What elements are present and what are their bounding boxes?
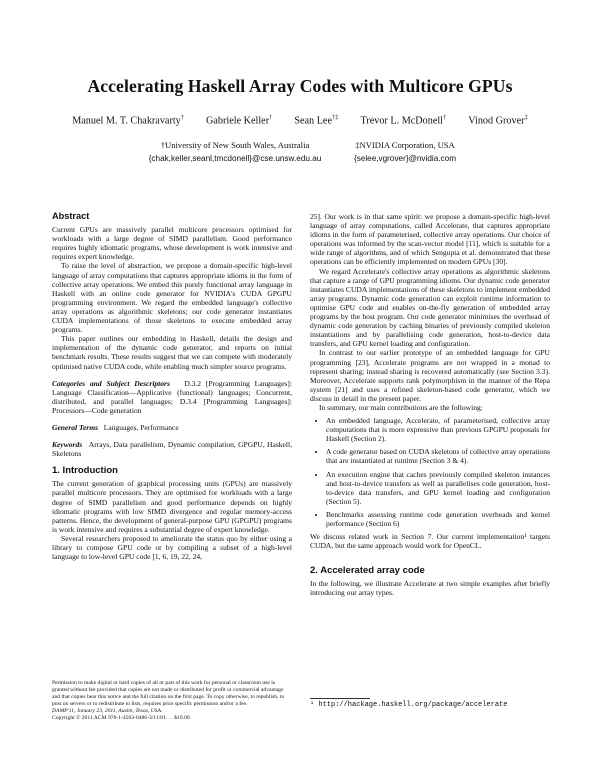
list-item: • Benchmarks assessing runtime code generation overheads and kernel performance (Section 6) bbox=[326, 510, 550, 528]
abstract-paragraph: To raise the level of abstraction, we propose a domain-specific high-level language of array computations that captures appropriate idioms in the form of collective array operations. We embed this purely functional array language in Haskell with an online code generator for NVIDIA's CUDA GPGPU programming environment. We regard the embedded language's collective array operations as algorithmic skeletons; our code generator instantiates CUDA implementations of those skeletons to execute embedded array programs. bbox=[52, 261, 292, 335]
abstract-paragraph: Current GPUs are massively parallel multicore processors optimised for workloads with a large degree of SIMD parallelism. Good performance requires highly idiomatic programs, whose development is work intensive and requires expert knowledge. bbox=[52, 225, 292, 262]
intro-paragraph: The current generation of graphical processing units (GPUs) are massively parallel multicore processors. They are optimised for workloads with a large degree of SIMD parallelism and good performance depends on highly idiomatic programs with low SIMD divergence and regular memory-access patterns. Hence, the development of general-purpose GPU (GPGPU) programs is work intensive and requires a substantial degree of expert knowledge. bbox=[52, 479, 292, 534]
footnote-rule bbox=[310, 698, 370, 699]
left-column bbox=[52, 212, 292, 561]
footnote-link[interactable]: ¹ http://hackage.haskell.org/package/accelerate bbox=[310, 701, 508, 709]
categories: Categories and Subject Descriptors D.3.2 [Programming Languages]: Language Classification—Applicative (functional) languages; Concurrent, distributed, and parallel languages; D.3.4 [Programming Languages]: Processors—Code generation bbox=[52, 378, 292, 415]
intro-paragraph: Several researchers proposed to ameliorate the status quo by either using a library to compose GPU code or by compiling a subset of a high-level language to low-level GPU code [1, 6, 19, 22, 24, bbox=[52, 533, 292, 562]
author: Gabriele Keller† bbox=[206, 114, 273, 127]
right-column bbox=[310, 212, 550, 598]
keywords: Keywords Arrays, Data parallelism, Dynamic compilation, GPGPU, Haskell, Skeletons bbox=[52, 440, 292, 459]
list-item: • An embedded language, Accelerate, of parameterised, collective array computations that is more expressive than previous GPGPU proposals for Haskell (Section 2). bbox=[326, 416, 550, 443]
affiliation-unsw: †University of New South Wales, Australia {chak,keller,seanl,tmcdonell}@cse.unsw.edu.au bbox=[148, 140, 322, 163]
section-heading-accelerated: 2. Accelerated array code bbox=[310, 565, 425, 577]
body-paragraph: In the following, we illustrate Accelerate at two simple examples after briefly introducing our array types. bbox=[310, 579, 550, 598]
author-list bbox=[0, 114, 600, 126]
author: Manuel M. T. Chakravarty† bbox=[72, 114, 185, 127]
general-terms: General Terms Languages, Performance bbox=[52, 422, 179, 432]
abstract-paragraph: This paper outlines our embedding in Haskell, details the design and implementation of the dynamic code generator, and reports on initial benchmark results. These results suggest that we can compete with moderately optimised native CUDA code, while enabling much simpler source programs. bbox=[52, 334, 292, 371]
body-paragraph: We discuss related work in Section 7. Our current implementation¹ targets CUDA, but the same approach would work for OpenCL. bbox=[310, 532, 550, 551]
affiliation-nvidia: ‡NVIDIA Corporation, USA {selee,vgrover}@nvidia.com bbox=[353, 140, 457, 163]
contributions-list bbox=[310, 416, 550, 528]
body-paragraph: In contrast to our earlier prototype of an embedded language for GPU programming [23], Accelerate programs are not wrapped in a monad to represent sharing; instead sharing is recovered automatically (see Section 3.3). Moreover, Accelerate supports rank polymorphism in the manner of the Repa system [21] and uses a refined skeleton-based code generator, which we discuss in detail in the present paper. bbox=[310, 348, 550, 403]
paper-title: Accelerating Haskell Array Codes with Multicore GPUs bbox=[87, 76, 513, 96]
list-item: • An execution engine that caches previously compiled skeleton instances and host-to-device transfers as well as parallelises code generation, host-to-device data transfers, and GPU kernel loading and configuration (Section 5). bbox=[326, 470, 550, 506]
permission-notice: Permission to make digital or hard copies of all or part of this work for personal or classroom use is granted without fee provided that copies are not made or distributed for profit or commercial advantage and that copies bear this notice and the full citation on the first page. To copy otherwise, to republish, to post on servers or to redistribute to lists, requires prior specific permission and/or a fee. DAMP'11, January 23, 2011, Austin, Texas, USA. Copyright © 2011 ACM 978-1-4503-0486-3/11/01. . . $10.00 bbox=[52, 680, 285, 722]
body-paragraph: 25]. Our work is in that same spirit: we propose a domain-specific high-level language of array computations, called Accelerate, that captures appropriate idioms in the form of parameterised, collective array operations. Our choice of operations was informed by the scan-vector model [11], which is suitable for a wide range of algorithms, and of which Sengupta et al. demonstrated that these operations can be efficiently implemented on modern GPUs [30]. bbox=[310, 212, 550, 267]
author: Vinod Grover‡ bbox=[468, 114, 528, 127]
list-item: • A code generator based on CUDA skeletons of collective array operations that are instantiated at runtime (Section 3 & 4). bbox=[326, 447, 550, 465]
section-heading-introduction: 1. Introduction bbox=[52, 465, 118, 477]
author: Trevor L. McDonell† bbox=[360, 114, 447, 127]
abstract-heading: Abstract bbox=[52, 211, 90, 221]
body-paragraph: In summary, our main contributions are the following: bbox=[319, 402, 483, 412]
body-paragraph: We regard Accelerate's collective array operations as algorithmic skeletons that capture a range of GPU programming idioms. Our dynamic code generator instantiates CUDA implementations of these skeletons to implement embedded array programs. Dynamic code generation can exploit runtime information to optimise GPU code and enables on-the-fly generation of embedded array programs by the host program. Our code generator minimises the overhead of dynamic code generation by caching binaries of previously compiled skeleton instantiations and by parallelising code generation, host-to-device data transfers, and GPU kernel loading and configuration. bbox=[310, 266, 550, 349]
author: Sean Lee†‡ bbox=[294, 114, 339, 127]
